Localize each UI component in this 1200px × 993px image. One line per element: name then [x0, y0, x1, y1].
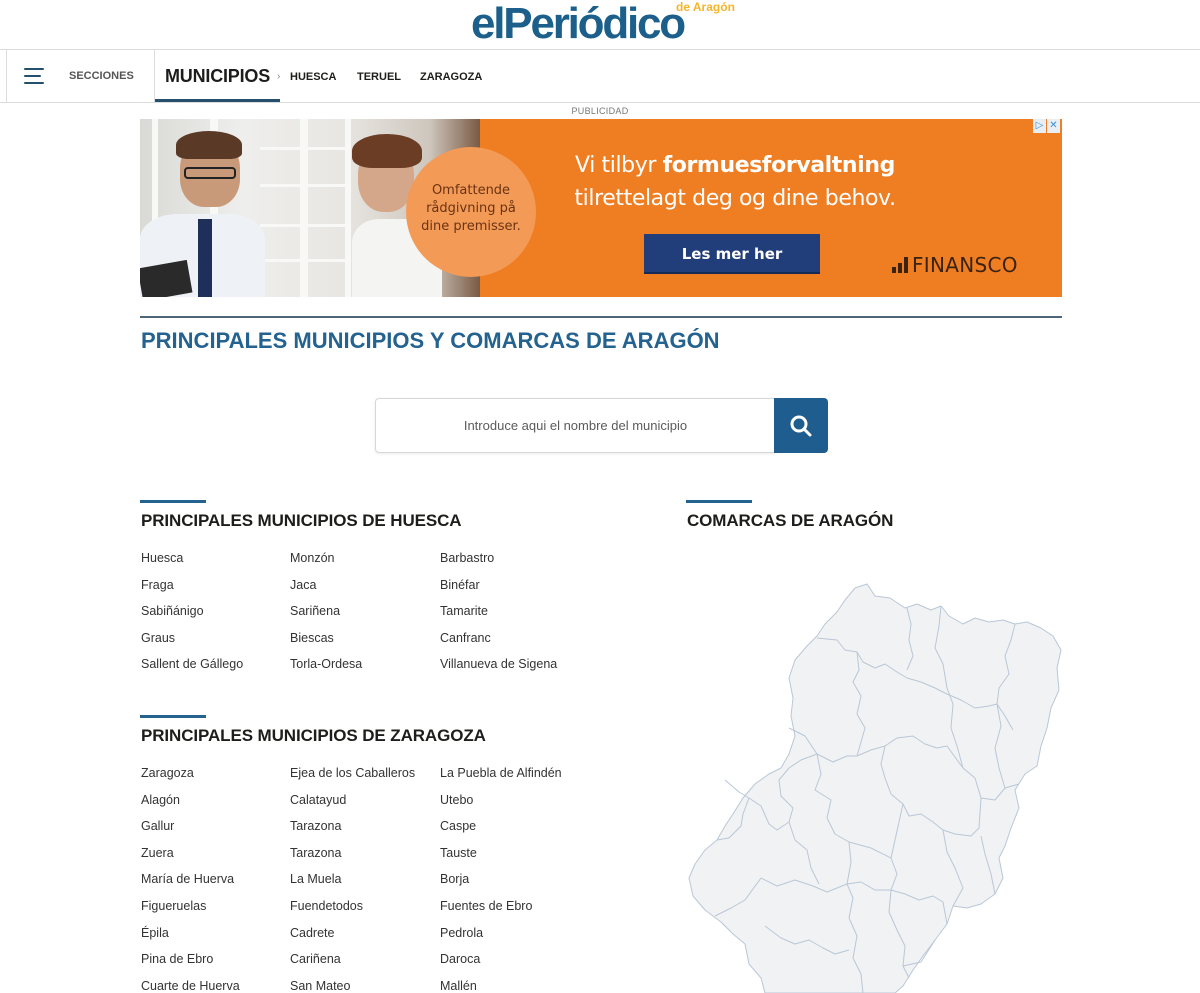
list-item[interactable]: Huesca [141, 551, 184, 565]
secciones-button[interactable]: SECCIONES [69, 70, 134, 82]
nav-link-teruel[interactable]: TERUEL [357, 71, 401, 83]
list-item[interactable]: Figueruelas [141, 898, 207, 913]
list-item[interactable]: Tamarite [440, 604, 488, 619]
list-item[interactable]: Pina de Ebro [141, 952, 214, 967]
huesca-title: PRINCIPALES MUNICIPIOS DE HUESCA [141, 511, 462, 530]
list-item[interactable]: Biescas [290, 630, 334, 645]
list-item[interactable]: Barbastro [440, 551, 495, 565]
aragon-map-svg[interactable] [685, 578, 1065, 993]
list-item[interactable]: La Muela [290, 872, 342, 887]
nav-border [6, 50, 7, 102]
nav-link-huesca[interactable]: HUESCA [290, 71, 337, 83]
list-item[interactable]: Tauste [440, 845, 477, 860]
comarcas-title: COMARCAS DE ARAGÓN [687, 511, 894, 530]
adchoices[interactable] [1033, 119, 1060, 133]
active-underline [155, 99, 280, 102]
search-input[interactable] [375, 398, 775, 453]
list-item[interactable]: La Puebla de Alfindén [440, 766, 562, 780]
ad-banner[interactable] [140, 119, 1062, 297]
list-item[interactable]: Torla-Ordesa [290, 657, 363, 672]
list-item[interactable]: Fuendetodos [290, 898, 363, 913]
list-item[interactable]: Cuarte de Huerva [141, 978, 240, 993]
section-rule [140, 316, 1062, 318]
search-icon [789, 414, 813, 438]
municipio-search [375, 398, 828, 453]
list-item[interactable]: Monzón [290, 551, 335, 565]
list-item[interactable]: Graus [141, 630, 176, 645]
list-item[interactable]: Alagón [141, 792, 180, 807]
list-item[interactable]: Zuera [141, 845, 174, 860]
ad-headline: Vi tilbyr formuesforvaltning tilrettelagt deg og dine behov. [574, 153, 896, 211]
list-item[interactable]: Mallén [440, 978, 477, 993]
ad-cta-button[interactable]: Les mer her [644, 234, 820, 274]
ad-label: PUBLICIDAD [571, 106, 629, 116]
list-item[interactable]: Épila [141, 925, 169, 940]
zaragoza-rule [140, 715, 206, 718]
zaragoza-list [141, 764, 600, 993]
list-item[interactable]: Cadrete [290, 925, 335, 940]
search-button[interactable] [774, 398, 828, 453]
list-item[interactable]: Caspe [440, 819, 477, 834]
list-item[interactable]: Pedrola [440, 925, 484, 940]
list-item[interactable]: Sallent de Gállego [141, 657, 244, 672]
list-item[interactable]: Fraga [141, 577, 174, 592]
ad-brand: FINANSCO [892, 253, 1018, 277]
section-nav [0, 50, 1200, 103]
list-item[interactable]: Tarazona [290, 845, 342, 860]
huesca-rule [140, 500, 206, 503]
list-item[interactable]: Tarazona [290, 819, 342, 834]
zaragoza-title: PRINCIPALES MUNICIPIOS DE ZARAGOZA [141, 726, 486, 745]
page-title: PRINCIPALES MUNICIPIOS Y COMARCAS DE ARAGÓN [141, 328, 720, 353]
list-item[interactable]: Sariñena [290, 604, 341, 619]
adchoices-icon[interactable]: ▷ [1033, 119, 1046, 133]
nav-divider [154, 50, 155, 102]
list-item[interactable]: Binéfar [440, 577, 480, 592]
ad-circle-text: Omfattende rådgivning på dine premisser. [421, 183, 521, 234]
nav-link-zaragoza[interactable]: ZARAGOZA [420, 71, 483, 83]
hamburger-menu-icon[interactable] [24, 68, 48, 88]
list-item[interactable]: Sabiñánigo [141, 604, 204, 619]
logo-bar [0, 0, 1200, 50]
close-icon[interactable]: ✕ [1047, 119, 1060, 133]
comarcas-rule [686, 500, 752, 503]
list-item[interactable]: Calatayud [290, 792, 347, 807]
logo-main-text: elPeriódico [471, 0, 684, 48]
chevron-right-icon: › [277, 71, 281, 82]
list-item[interactable]: Jaca [290, 577, 317, 592]
list-item[interactable]: Daroca [440, 952, 481, 967]
list-item[interactable]: San Mateo [290, 978, 351, 993]
list-item[interactable]: Ejea de los Caballeros [290, 766, 416, 780]
list-item[interactable]: Borja [440, 872, 470, 887]
huesca-list [141, 549, 600, 682]
list-item[interactable]: Utebo [440, 792, 474, 807]
nav-current-section[interactable]: MUNICIPIOS [165, 66, 271, 86]
logo-sub-text: de Aragón [676, 0, 735, 14]
list-item[interactable]: Villanueva de Sigena [440, 657, 558, 672]
list-item[interactable]: Cariñena [290, 952, 341, 967]
site-logo[interactable] [471, 0, 741, 48]
bar-chart-icon [892, 257, 908, 273]
list-item[interactable]: María de Huerva [141, 872, 235, 887]
list-item[interactable]: Fuentes de Ebro [440, 898, 533, 913]
list-item[interactable]: Zaragoza [141, 766, 194, 780]
list-item[interactable]: Canfranc [440, 630, 491, 645]
list-item[interactable]: Gallur [141, 819, 175, 834]
comarcas-map[interactable] [685, 578, 1065, 993]
